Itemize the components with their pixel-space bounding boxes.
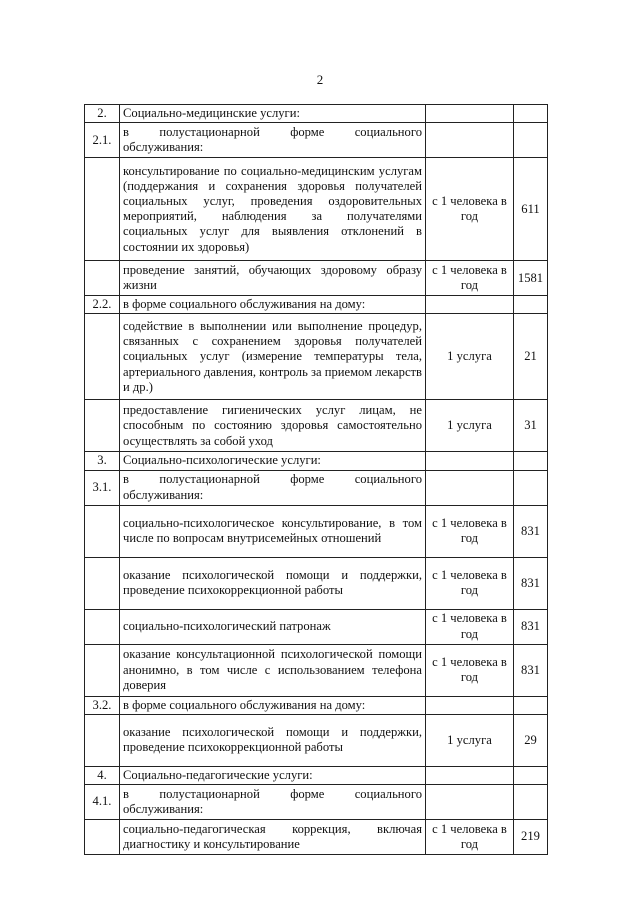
table-row xyxy=(85,505,548,557)
table-row xyxy=(85,261,548,296)
unit-of-service xyxy=(426,105,514,123)
table-row xyxy=(85,820,548,855)
unit-of-service: с 1 человека в год xyxy=(426,644,514,696)
service-name: оказание психологической помощи и поддержки, проведение психокоррекционной работы xyxy=(120,557,426,609)
table-row-subsection xyxy=(85,296,548,314)
row-number: 2.1. xyxy=(85,123,120,158)
unit-of-service: с 1 человека в год xyxy=(426,261,514,296)
service-name: предоставление гигиенических услуг лицам, не способным по состоянию здоровья самостоятельно осуществлять за собой уход xyxy=(120,400,426,452)
unit-of-service xyxy=(426,452,514,470)
service-name: в полустационарной форме социального обслуживания: xyxy=(120,470,426,505)
row-number xyxy=(85,400,120,452)
unit-of-service: 1 услуга xyxy=(426,714,514,766)
tariff-value: 831 xyxy=(514,609,548,644)
row-number xyxy=(85,557,120,609)
row-number: 3. xyxy=(85,452,120,470)
service-name: в полустационарной форме социального обслуживания: xyxy=(120,785,426,820)
service-name: в форме социального обслуживания на дому: xyxy=(120,696,426,714)
tariff-value xyxy=(514,766,548,784)
table-row-subsection xyxy=(85,696,548,714)
table-row xyxy=(85,314,548,400)
row-number: 2.2. xyxy=(85,296,120,314)
table-row-subsection xyxy=(85,470,548,505)
unit-of-service xyxy=(426,766,514,784)
unit-of-service xyxy=(426,696,514,714)
tariff-value xyxy=(514,105,548,123)
unit-of-service: с 1 человека в год xyxy=(426,609,514,644)
unit-of-service: с 1 человека в год xyxy=(426,557,514,609)
unit-of-service xyxy=(426,785,514,820)
unit-of-service xyxy=(426,123,514,158)
unit-of-service: 1 услуга xyxy=(426,314,514,400)
table-row-subsection xyxy=(85,123,548,158)
table-row xyxy=(85,714,548,766)
tariff-value: 219 xyxy=(514,820,548,855)
tariff-value xyxy=(514,296,548,314)
table-row xyxy=(85,400,548,452)
service-name: социально-педагогическая коррекция, включая диагностику и консультирование xyxy=(120,820,426,855)
table-row-subsection xyxy=(85,785,548,820)
tariff-value: 831 xyxy=(514,505,548,557)
table-row-section xyxy=(85,766,548,784)
row-number: 4. xyxy=(85,766,120,784)
row-number xyxy=(85,644,120,696)
row-number: 2. xyxy=(85,105,120,123)
service-name: оказание консультационной психологической помощи анонимно, в том числе с использованием телефона доверия xyxy=(120,644,426,696)
row-number: 4.1. xyxy=(85,785,120,820)
unit-of-service: с 1 человека в год xyxy=(426,505,514,557)
table-row xyxy=(85,644,548,696)
tariff-value: 21 xyxy=(514,314,548,400)
unit-of-service xyxy=(426,470,514,505)
service-name: проведение занятий, обучающих здоровому образу жизни xyxy=(120,261,426,296)
row-number: 3.2. xyxy=(85,696,120,714)
services-tariff-table xyxy=(84,104,548,855)
service-name: Социально-педагогические услуги: xyxy=(120,766,426,784)
tariff-value: 1581 xyxy=(514,261,548,296)
tariff-value: 831 xyxy=(514,557,548,609)
table-row-section xyxy=(85,452,548,470)
tariff-value: 831 xyxy=(514,644,548,696)
service-name: в форме социального обслуживания на дому: xyxy=(120,296,426,314)
unit-of-service: с 1 человека в год xyxy=(426,820,514,855)
tariff-value xyxy=(514,470,548,505)
tariff-value xyxy=(514,785,548,820)
tariff-value: 611 xyxy=(514,158,548,261)
row-number xyxy=(85,714,120,766)
unit-of-service: 1 услуга xyxy=(426,400,514,452)
service-name: Социально-психологические услуги: xyxy=(120,452,426,470)
row-number: 3.1. xyxy=(85,470,120,505)
table-row xyxy=(85,609,548,644)
service-name: содействие в выполнении или выполнение процедур, связанных с сохранением здоровья получателей социальных услуг (измерение температуры тела, артериального давления, контроль за приемом лекарств и др.) xyxy=(120,314,426,400)
row-number xyxy=(85,261,120,296)
service-name: в полустационарной форме социального обслуживания: xyxy=(120,123,426,158)
tariff-value xyxy=(514,123,548,158)
table-row xyxy=(85,158,548,261)
table-row xyxy=(85,557,548,609)
tariff-value xyxy=(514,452,548,470)
service-name: оказание психологической помощи и поддержки, проведение психокоррекционной работы xyxy=(120,714,426,766)
row-number xyxy=(85,505,120,557)
tariff-value: 29 xyxy=(514,714,548,766)
table-row-section xyxy=(85,105,548,123)
tariff-value xyxy=(514,696,548,714)
row-number xyxy=(85,314,120,400)
service-name: социально-психологическое консультирование, в том числе по вопросам внутрисемейных отношений xyxy=(120,505,426,557)
unit-of-service xyxy=(426,296,514,314)
service-name: социально-психологический патронаж xyxy=(120,609,426,644)
row-number xyxy=(85,158,120,261)
unit-of-service: с 1 человека в год xyxy=(426,158,514,261)
tariff-value: 31 xyxy=(514,400,548,452)
page-number: 2 xyxy=(316,72,324,87)
row-number xyxy=(85,820,120,855)
row-number xyxy=(85,609,120,644)
service-name: Социально-медицинские услуги: xyxy=(120,105,426,123)
service-name: консультирование по социально-медицинским услугам (поддержания и сохранения здоровья получателей социальных услуг, проведения оздоровительных мероприятий, наблюдения за получателями социальных услуг для выявления отклонений в состоянии их здоровья) xyxy=(120,158,426,261)
